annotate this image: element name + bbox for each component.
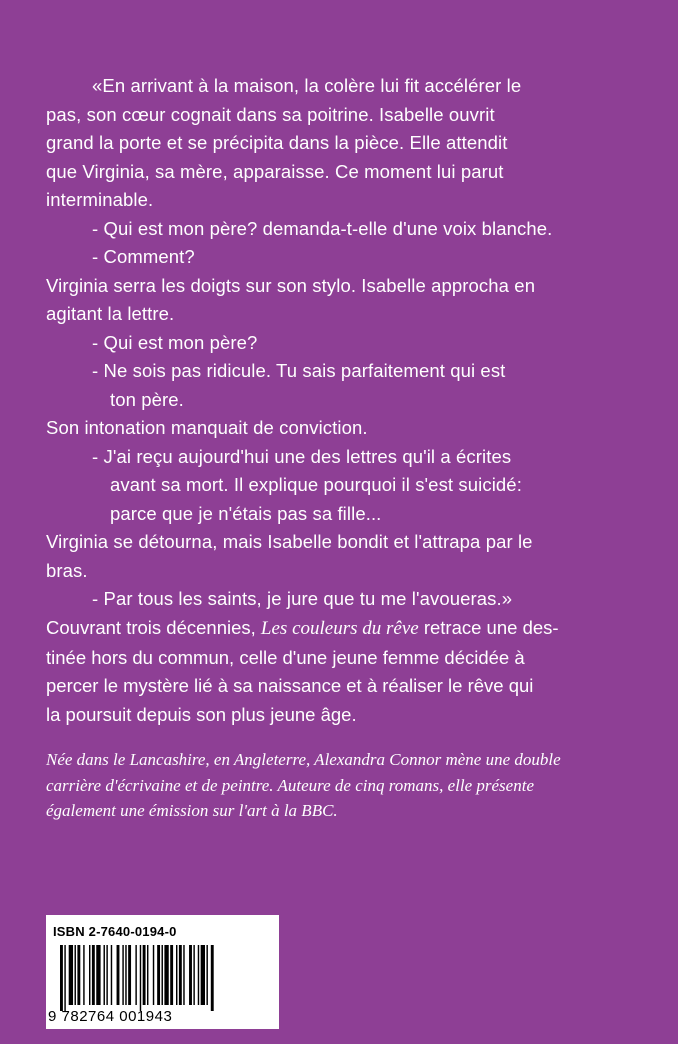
ean-digits: 9 782764 001943	[48, 1008, 173, 1025]
excerpt-line: «En arrivant à la maison, la colère lui fit accélérer le	[92, 75, 522, 96]
excerpt-line: grand la porte et se précipita dans la pièce. Elle attendit	[46, 132, 508, 153]
barcode-bar	[164, 945, 168, 1005]
barcode-bar	[162, 945, 163, 1005]
barcode-bar	[189, 945, 192, 1005]
barcode-bar	[96, 945, 100, 1005]
barcode-bar	[153, 945, 154, 1005]
excerpt-line: que Virginia, sa mère, apparaisse. Ce moment lui parut	[46, 160, 504, 182]
excerpt-dialogue-line: - J'ai reçu aujourd'hui une des lettres qu'il a écrites	[92, 445, 512, 467]
barcode-bar	[128, 945, 131, 1005]
summary-line: percer le mystère lié à sa naissance et à réaliser le rêve qui	[46, 675, 534, 696]
bio-line: carrière d'écrivaine et de peintre. Auteure de cinq romans, elle présente	[46, 775, 534, 795]
barcode-bar	[143, 945, 146, 1005]
excerpt-dialogue-continuation: avant sa mort. Il explique pourquoi il s'est suicidé:	[110, 474, 522, 495]
barcode-bar	[176, 945, 177, 1005]
bio-line: Née dans le Lancashire, en Angleterre, Alexandra Connor mène une double	[46, 750, 561, 769]
barcode-bar	[198, 945, 199, 1005]
barcode-bar	[69, 945, 73, 1005]
bio-line: également une émission sur l'art à la BBC.	[46, 801, 338, 820]
barcode-bar	[60, 945, 63, 1011]
barcode-bar	[106, 945, 107, 1005]
barcode-bar	[92, 945, 95, 1005]
barcode-bar	[201, 945, 205, 1005]
barcode-bar	[183, 945, 184, 1005]
summary-line: la poursuit depuis son plus jeune âge.	[46, 703, 357, 725]
excerpt-line: pas, son cœur cognait dans sa poitrine. Isabelle ouvrit	[46, 103, 495, 125]
excerpt-line: agitant la lettre.	[46, 303, 175, 324]
excerpt-dialogue-line: - Ne sois pas ridicule. Tu sais parfaitement qui est	[92, 360, 506, 381]
barcode-bar	[75, 945, 76, 1005]
excerpt-dialogue-continuation: ton père.	[110, 388, 184, 410]
barcode-bar	[135, 945, 136, 1005]
summary-line	[46, 614, 640, 644]
excerpt-dialogue-continuation: parce que je n'étais pas sa fille...	[110, 502, 382, 524]
barcode-bar	[147, 945, 148, 1005]
excerpt-line: Virginia se détourna, mais Isabelle bondit et l'attrapa par le	[46, 531, 533, 552]
barcode-bar	[211, 945, 214, 1011]
excerpt-dialogue-line: - Comment?	[92, 246, 195, 267]
book-summary	[46, 614, 640, 729]
excerpt-line: Virginia serra les doigts sur son stylo. Isabelle approcha en	[46, 274, 536, 296]
excerpt-dialogue-line: - Qui est mon père?	[92, 331, 258, 353]
excerpt-line: interminable.	[46, 189, 154, 210]
barcode-bar	[77, 945, 80, 1005]
barcode-bar	[193, 945, 194, 1005]
barcode-bar	[157, 945, 160, 1005]
author-bio	[46, 747, 646, 824]
barcode-bar	[125, 945, 126, 1005]
excerpt-dialogue-line: - Qui est mon père? demanda-t-elle d'une voix blanche.	[92, 217, 553, 239]
excerpt-line: bras.	[46, 559, 88, 581]
barcode-label	[46, 915, 279, 1029]
summary-line-start: Couvrant trois décennies,	[46, 617, 261, 638]
barcode-bar	[170, 945, 173, 1005]
barcode-bar	[117, 945, 120, 1005]
book-excerpt	[46, 72, 636, 614]
barcode-bar	[89, 945, 90, 1005]
summary-line-end: retrace une des-	[418, 617, 559, 638]
barcode-bar	[104, 945, 105, 1005]
book-title: Les couleurs du rêve	[260, 618, 419, 639]
barcode-bar	[206, 945, 207, 1005]
isbn-number: ISBN 2-7640-0194-0	[53, 924, 177, 939]
barcode-bar	[179, 945, 182, 1005]
summary-line: tinée hors du commun, celle d'une jeune femme décidée à	[46, 646, 525, 668]
excerpt-line: Son intonation manquait de conviction.	[46, 417, 368, 438]
barcode-bars	[60, 945, 266, 1011]
excerpt-dialogue-line: - Par tous les saints, je jure que tu me l'avoueras.»	[92, 588, 513, 609]
barcode-bar	[111, 945, 112, 1005]
barcode-bar	[83, 945, 84, 1005]
barcode-bar	[140, 945, 141, 1011]
barcode-bar	[64, 945, 65, 1011]
barcode-bar	[122, 945, 123, 1005]
